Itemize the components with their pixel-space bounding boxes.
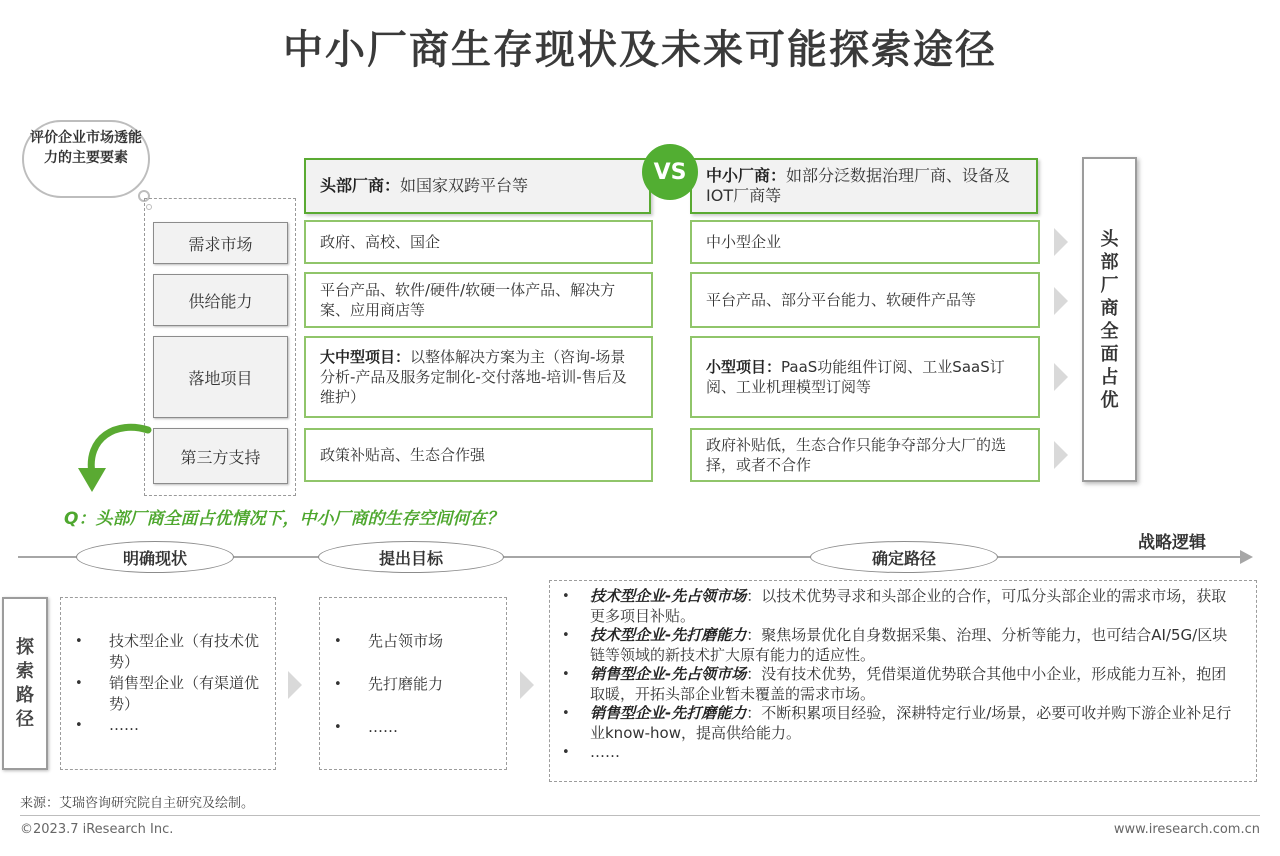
- left-header-text: 如国家双跨平台等: [400, 176, 529, 195]
- path-item: [550, 743, 1234, 763]
- page-title: 中小厂商生存现状及未来可能探索途径: [283, 27, 997, 73]
- path-item-title: 技术型企业-先打磨能力: [590, 626, 747, 644]
- explore-path-text: 探索路径: [16, 636, 34, 730]
- path-item: [550, 587, 1234, 626]
- result-text: 头部厂商全面占优: [1100, 228, 1119, 411]
- cell-text: 中小型企业: [706, 233, 782, 251]
- left-cell-projects: [304, 336, 653, 418]
- path-item: [550, 626, 1234, 665]
- status-item: • 技术型企业（有技术优势）: [61, 631, 275, 673]
- cell-text: PaaS功能组件订阅、工业SaaS订阅、工业机理模型订阅等: [706, 358, 1005, 396]
- footer-divider: [20, 815, 1260, 816]
- factor-projects: 落地项目: [153, 336, 288, 418]
- left-cell-demand: [304, 220, 653, 264]
- path-item-text: ……: [590, 743, 620, 761]
- arrow-right-icon: [288, 671, 302, 699]
- goal-item: • 先占领市场: [320, 631, 506, 652]
- right-cell-projects: [690, 336, 1040, 418]
- right-cell-third-party: [690, 428, 1040, 482]
- factor-third-party: 第三方支持: [153, 428, 288, 484]
- arrow-right-icon: [1054, 363, 1068, 391]
- source-note: 来源：艾瑞咨询研究院自主研究及绘制。: [20, 796, 255, 811]
- goal-box: [319, 597, 507, 770]
- path-item-text: ：聚焦场景优化自身数据采集、治理、分析等能力，也可结合AI/5G/区块链等领域的新技术扩大原有能力的适应性。: [590, 626, 1228, 664]
- copyright: ©2023.7 iResearch Inc.: [20, 822, 174, 837]
- path-box: [549, 580, 1257, 782]
- timeline-arrow-icon: [1240, 550, 1253, 564]
- status-box: [60, 597, 276, 770]
- status-item: • 销售型企业（有渠道优势）: [61, 673, 275, 715]
- cell-text: 以整体解决方案为主（咨询-场景分析-产品及服务定制化-交付落地-培训-售后及维护）: [320, 348, 627, 406]
- right-header: [690, 158, 1038, 214]
- arrow-right-icon: [520, 671, 534, 699]
- explore-path-label: [2, 597, 48, 770]
- stage-set-goal: 提出目标: [318, 541, 504, 573]
- right-header-text: 如部分泛数据治理厂商、设备及IOT厂商等: [706, 166, 1011, 205]
- key-question: Q：头部厂商全面占优情况下，中小厂商的生存空间何在？: [64, 509, 504, 529]
- website-link[interactable]: www.iresearch.com.cn: [1113, 822, 1260, 837]
- path-item: [550, 665, 1234, 704]
- right-cell-demand: [690, 220, 1040, 264]
- path-item-text: ：没有技术优势，凭借渠道优势联合其他中小企业，形成能力互补，抱团取暖，开拓头部企业暂未覆盖的需求市场。: [590, 665, 1227, 703]
- factor-demand-market: 需求市场: [153, 222, 288, 264]
- cloud-label: 评价企业市场透能力的主要要素: [30, 130, 142, 166]
- vs-badge: VS: [642, 144, 698, 200]
- cell-bold: 小型项目：: [706, 358, 782, 376]
- status-item: • ……: [61, 715, 275, 736]
- cell-text: 政府、高校、国企: [320, 233, 441, 251]
- goal-item: • ……: [320, 717, 506, 738]
- stage-determine-path: 确定路径: [810, 541, 998, 573]
- cell-text: 平台产品、部分平台能力、软硬件产品等: [706, 291, 977, 309]
- cell-text: 政府补贴低，生态合作只能争夺部分大厂的选择，或者不合作: [706, 436, 1007, 474]
- right-cell-supply: [690, 272, 1040, 328]
- arrow-right-icon: [1054, 287, 1068, 315]
- path-item-title: 技术型企业-先占领市场: [590, 587, 747, 605]
- cell-bold: 大中型项目：: [320, 348, 411, 366]
- path-item-title: 销售型企业-先占领市场: [590, 665, 747, 683]
- result-box: [1082, 157, 1137, 482]
- left-cell-third-party: [304, 428, 653, 482]
- path-item-text: ：不断积累项目经验，深耕特定行业/场景，必要可收并购下游企业补足行业know-how，提高供给能力。: [590, 704, 1232, 742]
- arrow-right-icon: [1054, 228, 1068, 256]
- path-item-text: ：以技术优势寻求和头部企业的合作，可瓜分头部企业的需求市场，获取更多项目补贴。: [590, 587, 1227, 625]
- left-cell-supply: [304, 272, 653, 328]
- path-item-title: 销售型企业-先打磨能力: [590, 704, 747, 722]
- curved-arrow-icon: [76, 418, 152, 498]
- cell-text: 政策补贴高、生态合作强: [320, 446, 486, 464]
- strategy-logic-label: 战略逻辑: [1138, 533, 1206, 553]
- factor-supply-capability: 供给能力: [153, 274, 288, 326]
- path-item: [550, 704, 1234, 743]
- left-header-title: 头部厂商：: [320, 176, 401, 195]
- cell-text: 平台产品、软件/硬件/软硬一体产品、解决方案、应用商店等: [320, 281, 616, 319]
- right-header-title: 中小厂商：: [706, 166, 787, 185]
- goal-item: • 先打磨能力: [320, 674, 506, 695]
- arrow-right-icon: [1054, 441, 1068, 469]
- stage-current-status: 明确现状: [76, 541, 234, 573]
- left-header: [304, 158, 651, 214]
